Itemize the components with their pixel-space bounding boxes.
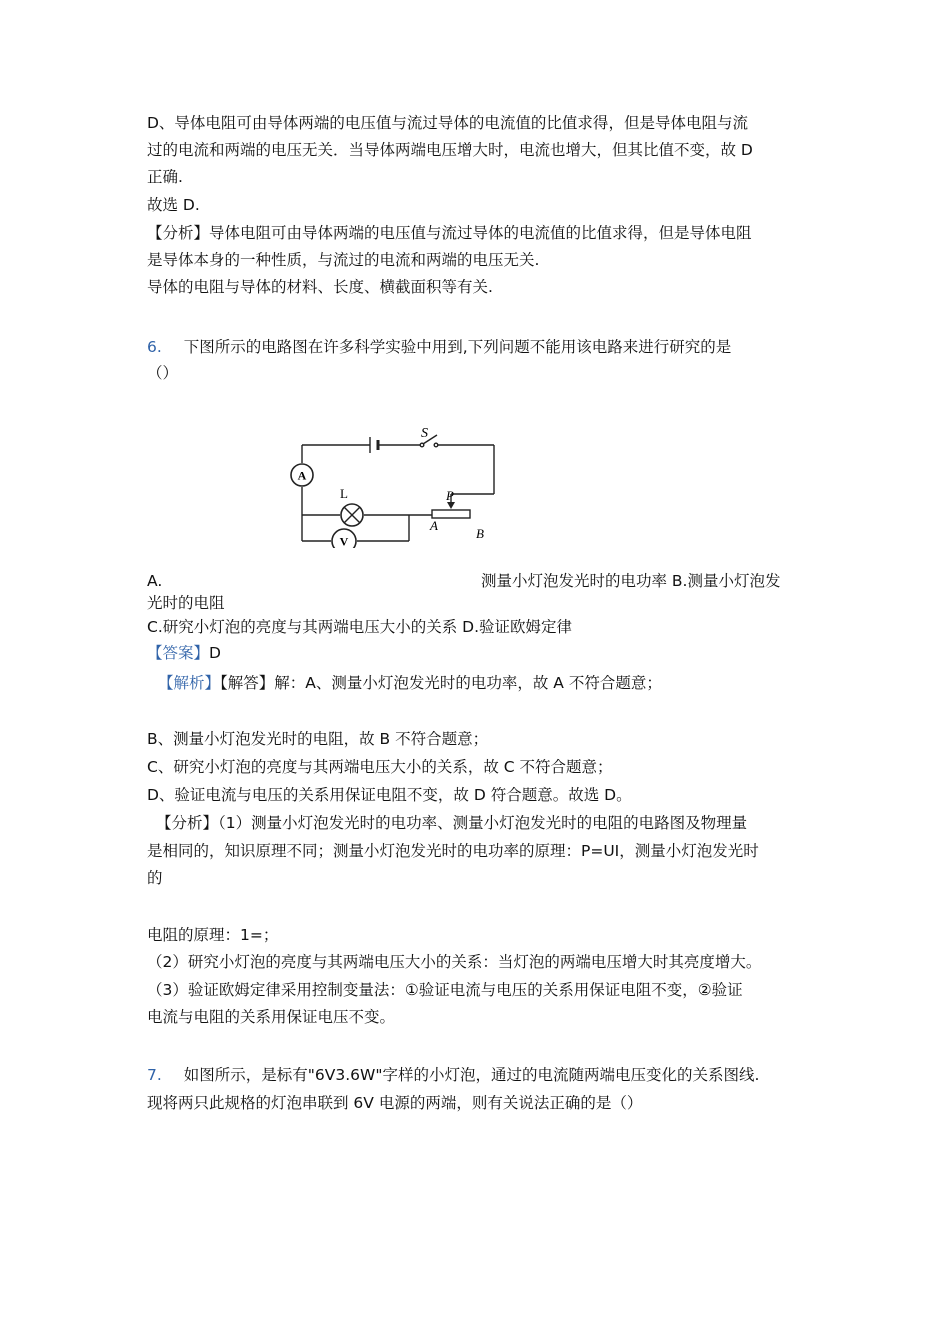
q6-answer — [147, 642, 221, 664]
q7-stem-line1 — [147, 1064, 759, 1086]
q6-explain — [158, 672, 662, 694]
section5-d-line1: D、导体电阻可由导体两端的电压值与流过导体的电流值的比值求得，但是导体电阻与流 — [147, 114, 748, 132]
slider-label: P — [446, 488, 454, 503]
lamp-icon — [341, 504, 363, 526]
section5-d-line3: 正确. — [147, 168, 183, 186]
switch-label: S — [421, 426, 428, 441]
q7-stem-line2: 现将两只此规格的灯泡串联到 6V 电源的两端，则有关说法正确的是（） — [147, 1094, 643, 1112]
battery-icon — [370, 437, 378, 453]
q6-analysis-line7: 电流与电阻的关系用保证电压不变。 — [147, 1008, 396, 1026]
q6-option-a-label: A. — [147, 572, 163, 590]
answer-tag: 【答案】 — [147, 644, 210, 662]
q6-analysis-line4: 电阻的原理：1=； — [147, 926, 279, 944]
section5-analysis-line1: 【分析】导体电阻可由导体两端的电压值与流过导体的电流值的比值求得，但是导体电阻 — [147, 224, 752, 242]
q6-analysis-line6: （3）验证欧姆定律采用控制变量法：①验证电流与电压的关系用保证电阻不变，②验证 — [147, 981, 743, 999]
q6-options-ab — [147, 570, 162, 592]
end-b-label: B — [476, 526, 484, 541]
section5-choose: 故选 D. — [147, 196, 200, 214]
q6-analysis-line1: 【分析】（1）测量小灯泡发光时的电功率、测量小灯泡发光时的电阻的电路图及物理量 — [156, 814, 748, 832]
q6-analysis-line5: （2）研究小灯泡的亮度与其两端电压大小的关系：当灯泡的两端电压增大时其亮度增大。 — [147, 953, 762, 971]
q6-stem: 下图所示的电路图在许多科学实验中用到,下列问题不能用该电路来进行研究的是 — [183, 338, 732, 356]
voltmeter-icon — [332, 529, 356, 548]
q6-number: 6. — [147, 338, 162, 356]
rheostat-icon — [432, 502, 470, 518]
section5-analysis-line2: 是导体本身的一种性质，与流过的电流和两端的电压无关. — [147, 251, 540, 269]
q6-stem-line — [147, 336, 731, 358]
q6-options-cd: C.研究小灯泡的亮度与其两端电压大小的关系 D.验证欧姆定律 — [147, 618, 573, 636]
ammeter-icon — [291, 464, 313, 486]
q7-stem: 如图所示，是标有"6V3.6W"字样的小灯泡，通过的电流随两端电压变化的关系图线. — [183, 1066, 760, 1084]
q6-b-line: B、测量小灯泡发光时的电阻，故 B 不符合题意； — [147, 730, 489, 748]
q6-analysis-line3: 的 — [147, 869, 163, 887]
q6-analysis-line2: 是相同的，知识原理不同；测量小灯泡发光时的电功率的原理：P=UI，测量小灯泡发光时 — [147, 842, 759, 860]
voltmeter-label: V — [339, 534, 349, 548]
explain-tag: 【解析】 — [158, 674, 221, 692]
q6-paren: （） — [147, 364, 179, 382]
q6-c-line: C、研究小灯泡的亮度与其两端电压大小的关系，故 C 不符合题意； — [147, 758, 613, 776]
q6-d-line: D、验证电流与电压的关系用保证电阻不变，故 D 符合题意。故选 D。 — [147, 786, 632, 804]
explain-text: 【解答】解：A、测量小灯泡发光时的电功率，故 A 不符合题意； — [220, 674, 662, 692]
ammeter-label: A — [297, 468, 307, 483]
lamp-label: L — [340, 486, 348, 501]
section5-d-line2: 过的电流和两端的电压无关．当导体两端电压增大时，电流也增大，但其比值不变，故 D — [147, 141, 753, 159]
section5-analysis-line3: 导体的电阻与导体的材料、长度、横截面积等有关. — [147, 278, 493, 296]
answer-value: D — [209, 644, 221, 662]
end-a-label: A — [430, 518, 438, 533]
q6-option-a-text: 测量小灯泡发光时的电功率 B.测量小灯泡发 — [481, 572, 781, 590]
circuit-diagram — [284, 418, 514, 548]
q6-option-b-cont: 光时的电阻 — [147, 594, 225, 612]
q7-number: 7. — [147, 1066, 162, 1084]
